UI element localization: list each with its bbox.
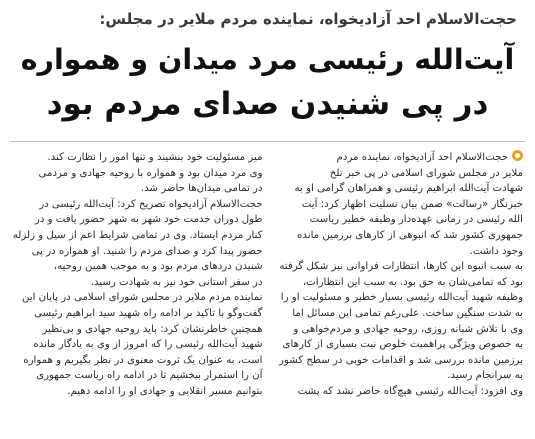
body-line: به سرانجام رسید. [447,370,523,382]
body-line: به شدت سنگین ساخت. علی‌رغم تمامی این مسائل اما [292,307,523,319]
article-headline [18,38,517,126]
body-line: حجت‌الاسلام آزادیخواه تصریح کرد: آیت‌الله رئیسی در [39,198,263,210]
article-kicker: حجت‌الاسلام احد آزادیخواه، نماینده مردم ملایر در مجلس: [99,10,517,28]
body-line: به سبب انبوه این کارها، انتظارات فراوانی نیز شکل گرفته [279,261,523,273]
body-line: وی افزود: آیت‌الله رئیسی هیچ‌گاه حاضر نشد که پشت [297,385,523,397]
body-column-left [12,150,263,435]
body-line: گفت‌وگو با تاکید بر ادامه راه شهید سید ابراهیم رئیسی [34,307,263,319]
body-line: همچنین خاطرنشان کرد: باید روحیه جهادی و بی‌نظیر [42,323,263,335]
headline-line-1: آیت‌الله رئیسی مرد میدان و همواره [20,43,515,76]
body-line: الله رئیسی در زمانی عهده‌دار وظیفه خطیر ریاست [309,214,523,226]
body-line: نماینده مردم ملایر در مجلس شورای اسلامی در پایان این [22,292,263,304]
body-line: برزمین مانده بررسی شد و اقدامات خوبی در سطح کشور [278,354,523,366]
body-line: آن را استمرار ببخشیم تا در ادامه راه ریاست جمهوری [36,370,263,382]
body-line: در سفر استانی خود نیز به شهادت رسید. [90,276,263,288]
body-line: به خصوص ویژگی پراهمیت خلوص نیت بسیاری از کارهای [282,339,523,351]
bullet-dot-icon [512,150,523,161]
body-line: کنار مردم ایستاد. وی در تمامی شرایط اعم از سیل و زلزله [12,229,263,241]
body-line: در تمامی میدان‌ها حاضر شد. [140,183,263,195]
body-line: حضور پیدا کرد و صدای مردم را شنید. او همواره در پی [31,245,263,257]
body-line: بود که تمامی‌شان به حق بود. به سبب این انتظارات، [302,276,523,288]
body-line: وظیفه شهید آیت‌الله رئیسی بسیار خطیر و مسئولیت او را [280,292,523,304]
body-column-right [273,150,524,435]
body-line: شهادت آیت‌الله ابراهیم رئیسی و همراهان گرامی او به [294,183,523,195]
body-line: است، به عنوان یک ثروت معنوی در نظر بگیریم و همواره [23,354,263,366]
body-line: وی با تلاش شبانه روزی، روحیه جهادی و مردم‌خواهی و [293,323,523,335]
body-line: شنیدن دردهای مردم بود و به موجب همین روحیه، [53,261,263,273]
body-line: جمهوری کشور شد که انبوهی از کارهای برزمین مانده [297,229,523,241]
body-line: حجت‌الاسلام احد آزادیخواه، نماینده مردم [273,150,524,166]
body-line: شهید آیت‌الله رئیسی را که امروز از وی به یادگار مانده [33,339,263,351]
body-line: میز مسئولیت خود بنشیند و تنها امور را نظارت کند. [47,152,263,163]
headline-divider [10,141,525,142]
body-line: بتوانیم مسیر انقلابی و جهادی او را ادامه دهیم. [67,385,263,397]
article-body [12,150,523,435]
headline-line-2: در پی شنیدن صدای مردم بود [46,86,489,122]
body-line: وجود داشت. [469,245,523,257]
body-line: خبرنگار «رسالت» ضمن بیان تسلیت اظهار کرد: آیت [301,198,523,210]
body-line: وی مرد میدان بود و همواره با روحیه جهادی و مردمی [38,167,263,179]
body-line: طول دوران خدمت خود شهر به شهر حضور یافت و در [34,214,263,226]
body-line: ملایر در مجلس شورای اسلامی در پی خبر تلخ [329,167,523,179]
